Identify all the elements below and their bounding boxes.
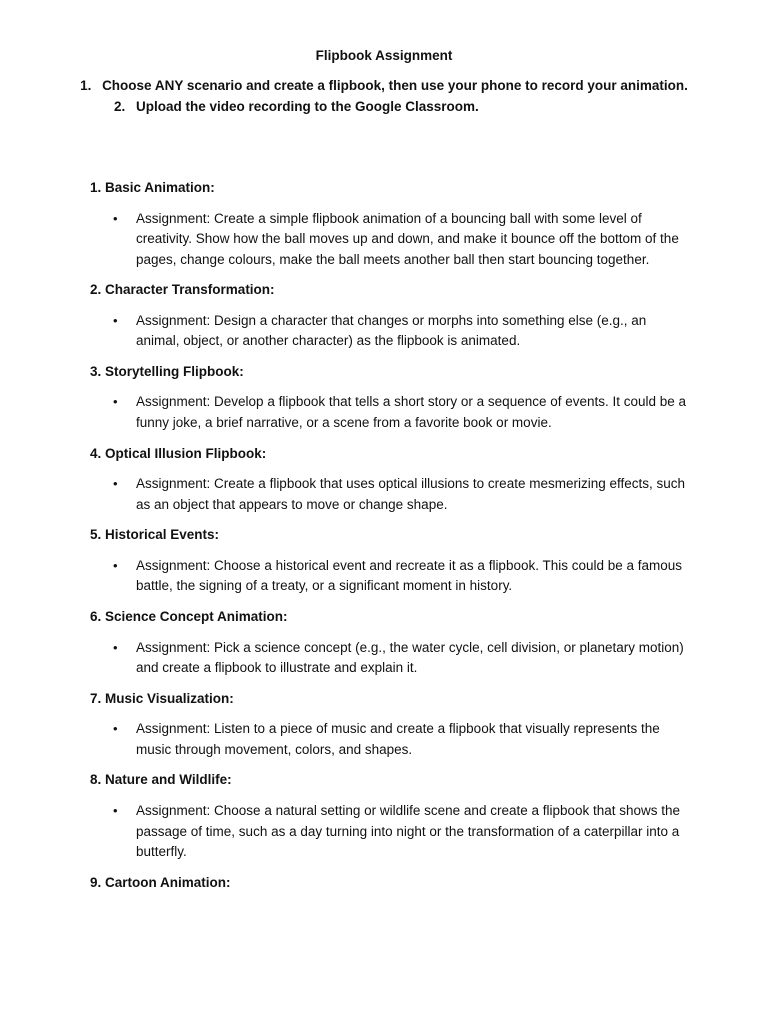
instruction-number: 2. <box>114 98 126 114</box>
bullet-text: Assignment: Choose a natural setting or wildlife scene and create a flipbook that shows the passage of time, such as a day turning into night or the transformation of a caterpillar into a butterfly. <box>136 802 681 860</box>
bullet-item <box>90 474 690 515</box>
section-cartoon-animation <box>90 873 690 894</box>
assignment-sections <box>90 178 690 903</box>
document-title: Flipbook Assignment <box>315 48 453 63</box>
bullet-text: Assignment: Choose a historical event and recreate it as a flipbook. This could be a famous battle, the signing of a treaty, or a significant moment in history. <box>136 557 683 594</box>
bullet-text: Assignment: Design a character that changes or morphs into something else (e.g., an animal, object, or another character) as the flipbook is animated. <box>136 312 647 349</box>
instruction-text: Upload the video recording to the Google Classroom. <box>136 98 479 114</box>
bullet-text: Assignment: Listen to a piece of music and create a flipbook that visually represents the music through movement, colors, and shapes. <box>136 721 660 757</box>
instruction-item <box>0 97 768 118</box>
section-historical-events <box>90 525 690 597</box>
section-heading: 3. Storytelling Flipbook: <box>90 363 244 379</box>
instruction-number: 1. <box>80 78 92 93</box>
bullet-icon: • <box>113 394 118 410</box>
section-heading: 4. Optical Illusion Flipbook: <box>90 445 267 461</box>
bullet-icon: • <box>113 721 118 737</box>
section-heading: 1. Basic Animation: <box>90 180 215 195</box>
bullet-item <box>90 801 690 863</box>
section-storytelling-flipbook <box>90 362 690 434</box>
bullet-item <box>90 209 690 271</box>
bullet-text: Assignment: Create a simple flipbook animation of a bouncing ball with some level of creativity. Show how the ball moves up and down, and make it bounce off the bottom of the pages, change colours, make the ball meets another ball then start bouncing together. <box>136 210 679 267</box>
section-optical-illusion-flipbook <box>90 444 690 516</box>
bullet-icon: • <box>113 210 118 226</box>
section-heading: 7. Music Visualization: <box>90 690 234 706</box>
section-music-visualization <box>90 689 690 761</box>
section-heading: 8. Nature and Wildlife: <box>90 772 232 788</box>
bullet-text: Assignment: Create a flipbook that uses optical illusions to create mesmerizing effects, such as an object that appears to move or change shape. <box>136 476 686 512</box>
bullet-icon: • <box>113 802 118 818</box>
bullet-item <box>90 556 690 597</box>
section-heading: 5. Historical Events: <box>90 527 220 543</box>
bullet-icon: • <box>113 639 118 655</box>
bullet-text: Assignment: Develop a flipbook that tells a short story or a sequence of events. It could be a funny joke, a brief narrative, or a scene from a favorite book or movie. <box>136 394 687 431</box>
section-nature-and-wildlife <box>90 770 690 862</box>
instruction-item <box>0 76 768 97</box>
instruction-text: Choose ANY scenario and create a flipbook, then use your phone to record your animation. <box>102 78 688 93</box>
bullet-icon: • <box>113 557 118 573</box>
bullet-text: Assignment: Pick a science concept (e.g., the water cycle, cell division, or planetary motion) and create a flipbook to illustrate and explain it. <box>136 639 684 676</box>
instructions-list <box>0 76 768 117</box>
section-heading: 9. Cartoon Animation: <box>90 874 231 890</box>
bullet-icon: • <box>113 312 118 328</box>
section-basic-animation <box>90 178 690 270</box>
bullet-item <box>90 638 690 679</box>
section-science-concept-animation <box>90 607 690 679</box>
bullet-icon: • <box>113 476 118 492</box>
section-heading: 6. Science Concept Animation: <box>90 609 288 625</box>
bullet-item <box>90 311 690 352</box>
bullet-item <box>90 392 690 433</box>
section-heading: 2. Character Transformation: <box>90 282 275 298</box>
bullet-item <box>90 719 690 760</box>
section-character-transformation <box>90 280 690 352</box>
